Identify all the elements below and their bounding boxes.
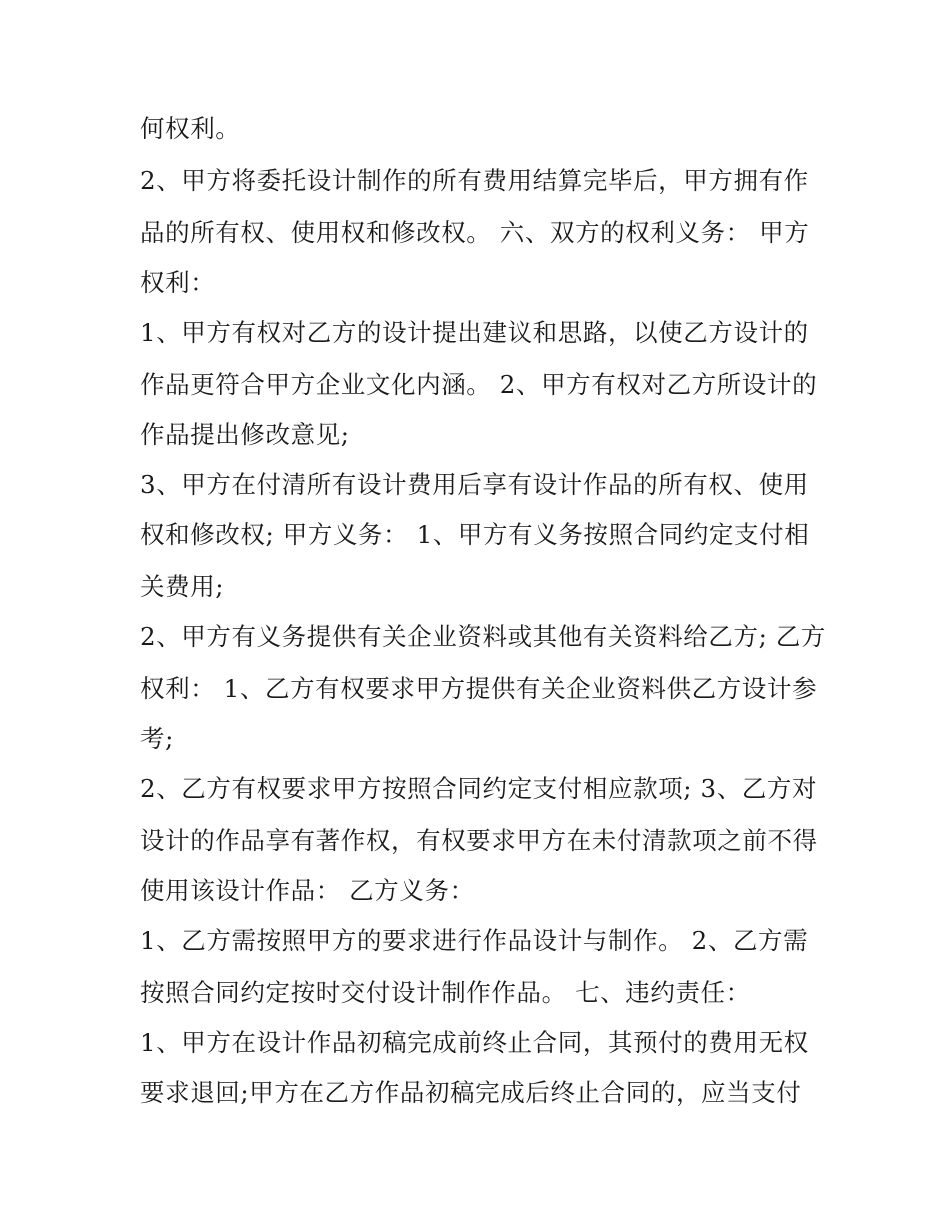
text-line: 作品提出修改意见; [140, 420, 350, 449]
text-line: 2、甲方将委托设计制作的所有费用结算完毕后，甲方拥有作 [140, 166, 809, 195]
text-line: 使用该设计作品： 乙方义务： [140, 876, 475, 905]
text-line: 品的所有权、使用权和修改权。 六、双方的权利义务： 甲方 [140, 218, 810, 247]
text-line: 设计的作品享有著作权，有权要求甲方在未付清款项之前不得 [140, 826, 818, 855]
text-line: 考; [140, 724, 174, 753]
text-line: 2、乙方有权要求甲方按照合同约定支付相应款项; 3、乙方对 [140, 774, 818, 803]
text-line: 何权利。 [140, 114, 241, 143]
text-line: 3、甲方在付清所有设计费用后享有设计作品的所有权、使用 [140, 470, 809, 499]
text-line: 权和修改权; 甲方义务： 1、甲方有义务按照合同约定支付相 [140, 520, 810, 549]
text-line: 1、乙方需按照甲方的要求进行作品设计与制作。 2、乙方需 [140, 926, 809, 955]
text-line: 按照合同约定按时交付设计制作作品。 七、违约责任： [140, 978, 751, 1007]
text-line: 作品更符合甲方企业文化内涵。 2、甲方有权对乙方所设计的 [140, 370, 818, 399]
text-line: 2、甲方有义务提供有关企业资料或其他有关资料给乙方; 乙方 [140, 622, 827, 651]
text-line: 1、甲方在设计作品初稿完成前终止合同，其预付的费用无权 [140, 1028, 809, 1057]
text-line: 关费用; [140, 572, 225, 601]
text-line: 要求退回;甲方在乙方作品初稿完成后终止合同的，应当支付 [140, 1078, 802, 1107]
text-line: 1、甲方有权对乙方的设计提出建议和思路，以使乙方设计的 [140, 318, 809, 347]
text-line: 权利： [140, 268, 216, 297]
text-line: 权利： 1、乙方有权要求甲方提供有关企业资料供乙方设计参 [140, 674, 818, 703]
